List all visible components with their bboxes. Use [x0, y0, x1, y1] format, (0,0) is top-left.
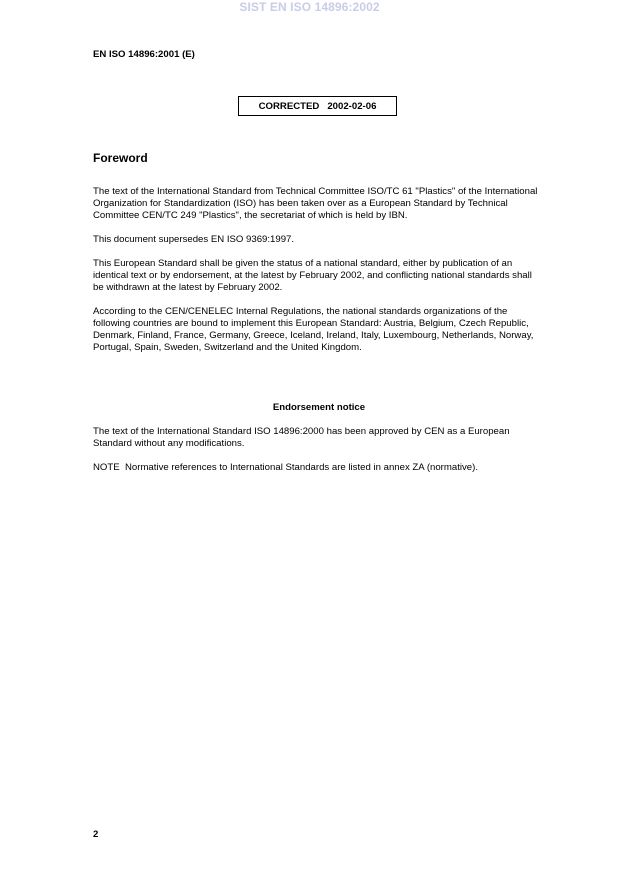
foreword-paragraph: The text of the International Standard from Technical Committee ISO/TC 61 "Plastics" of the International Organization for Standardization (ISO) has been taken over as a European Standard by Technical Committee CEN/TC 249 "Plastics", the secretariat of which is held by IBN. [93, 186, 538, 221]
watermark: SIST EN ISO 14896:2002 [239, 0, 380, 14]
foreword-paragraph: This document supersedes EN ISO 9369:1997. [93, 234, 295, 245]
corrected-stamp: CORRECTED 2002-02-06 [238, 96, 397, 116]
foreword-paragraph: This European Standard shall be given the status of a national standard, either by publication of an identical text or by endorsement, at the latest by February 2002, and conflicting national standards shall be withdrawn at the latest by February 2002. [93, 258, 532, 293]
foreword-paragraph: According to the CEN/CENELEC Internal Regulations, the national standards organizations of the following countries are bound to implement this European Standard: Austria, Belgium, Czech Republic, Denmark, Finland, France, Germany, Greece, Iceland, Ireland, Italy, Luxembourg, Netherlands, Norway, Portugal, Spain, Sweden, Switzerland and the United Kingdom. [93, 306, 534, 353]
page-number: 2 [93, 829, 99, 840]
foreword-heading: Foreword [93, 151, 148, 165]
endorsement-heading: Endorsement notice [272, 402, 366, 413]
endorsement-body [93, 426, 545, 486]
document-id: EN ISO 14896:2001 (E) [93, 49, 195, 60]
note-paragraph: NOTE Normative references to International Standards are listed in annex ZA (normative). [93, 462, 478, 473]
foreword-body [93, 186, 545, 366]
endorsement-paragraph: The text of the International Standard ISO 14896:2000 has been approved by CEN as a European Standard without any modifications. [93, 426, 510, 449]
